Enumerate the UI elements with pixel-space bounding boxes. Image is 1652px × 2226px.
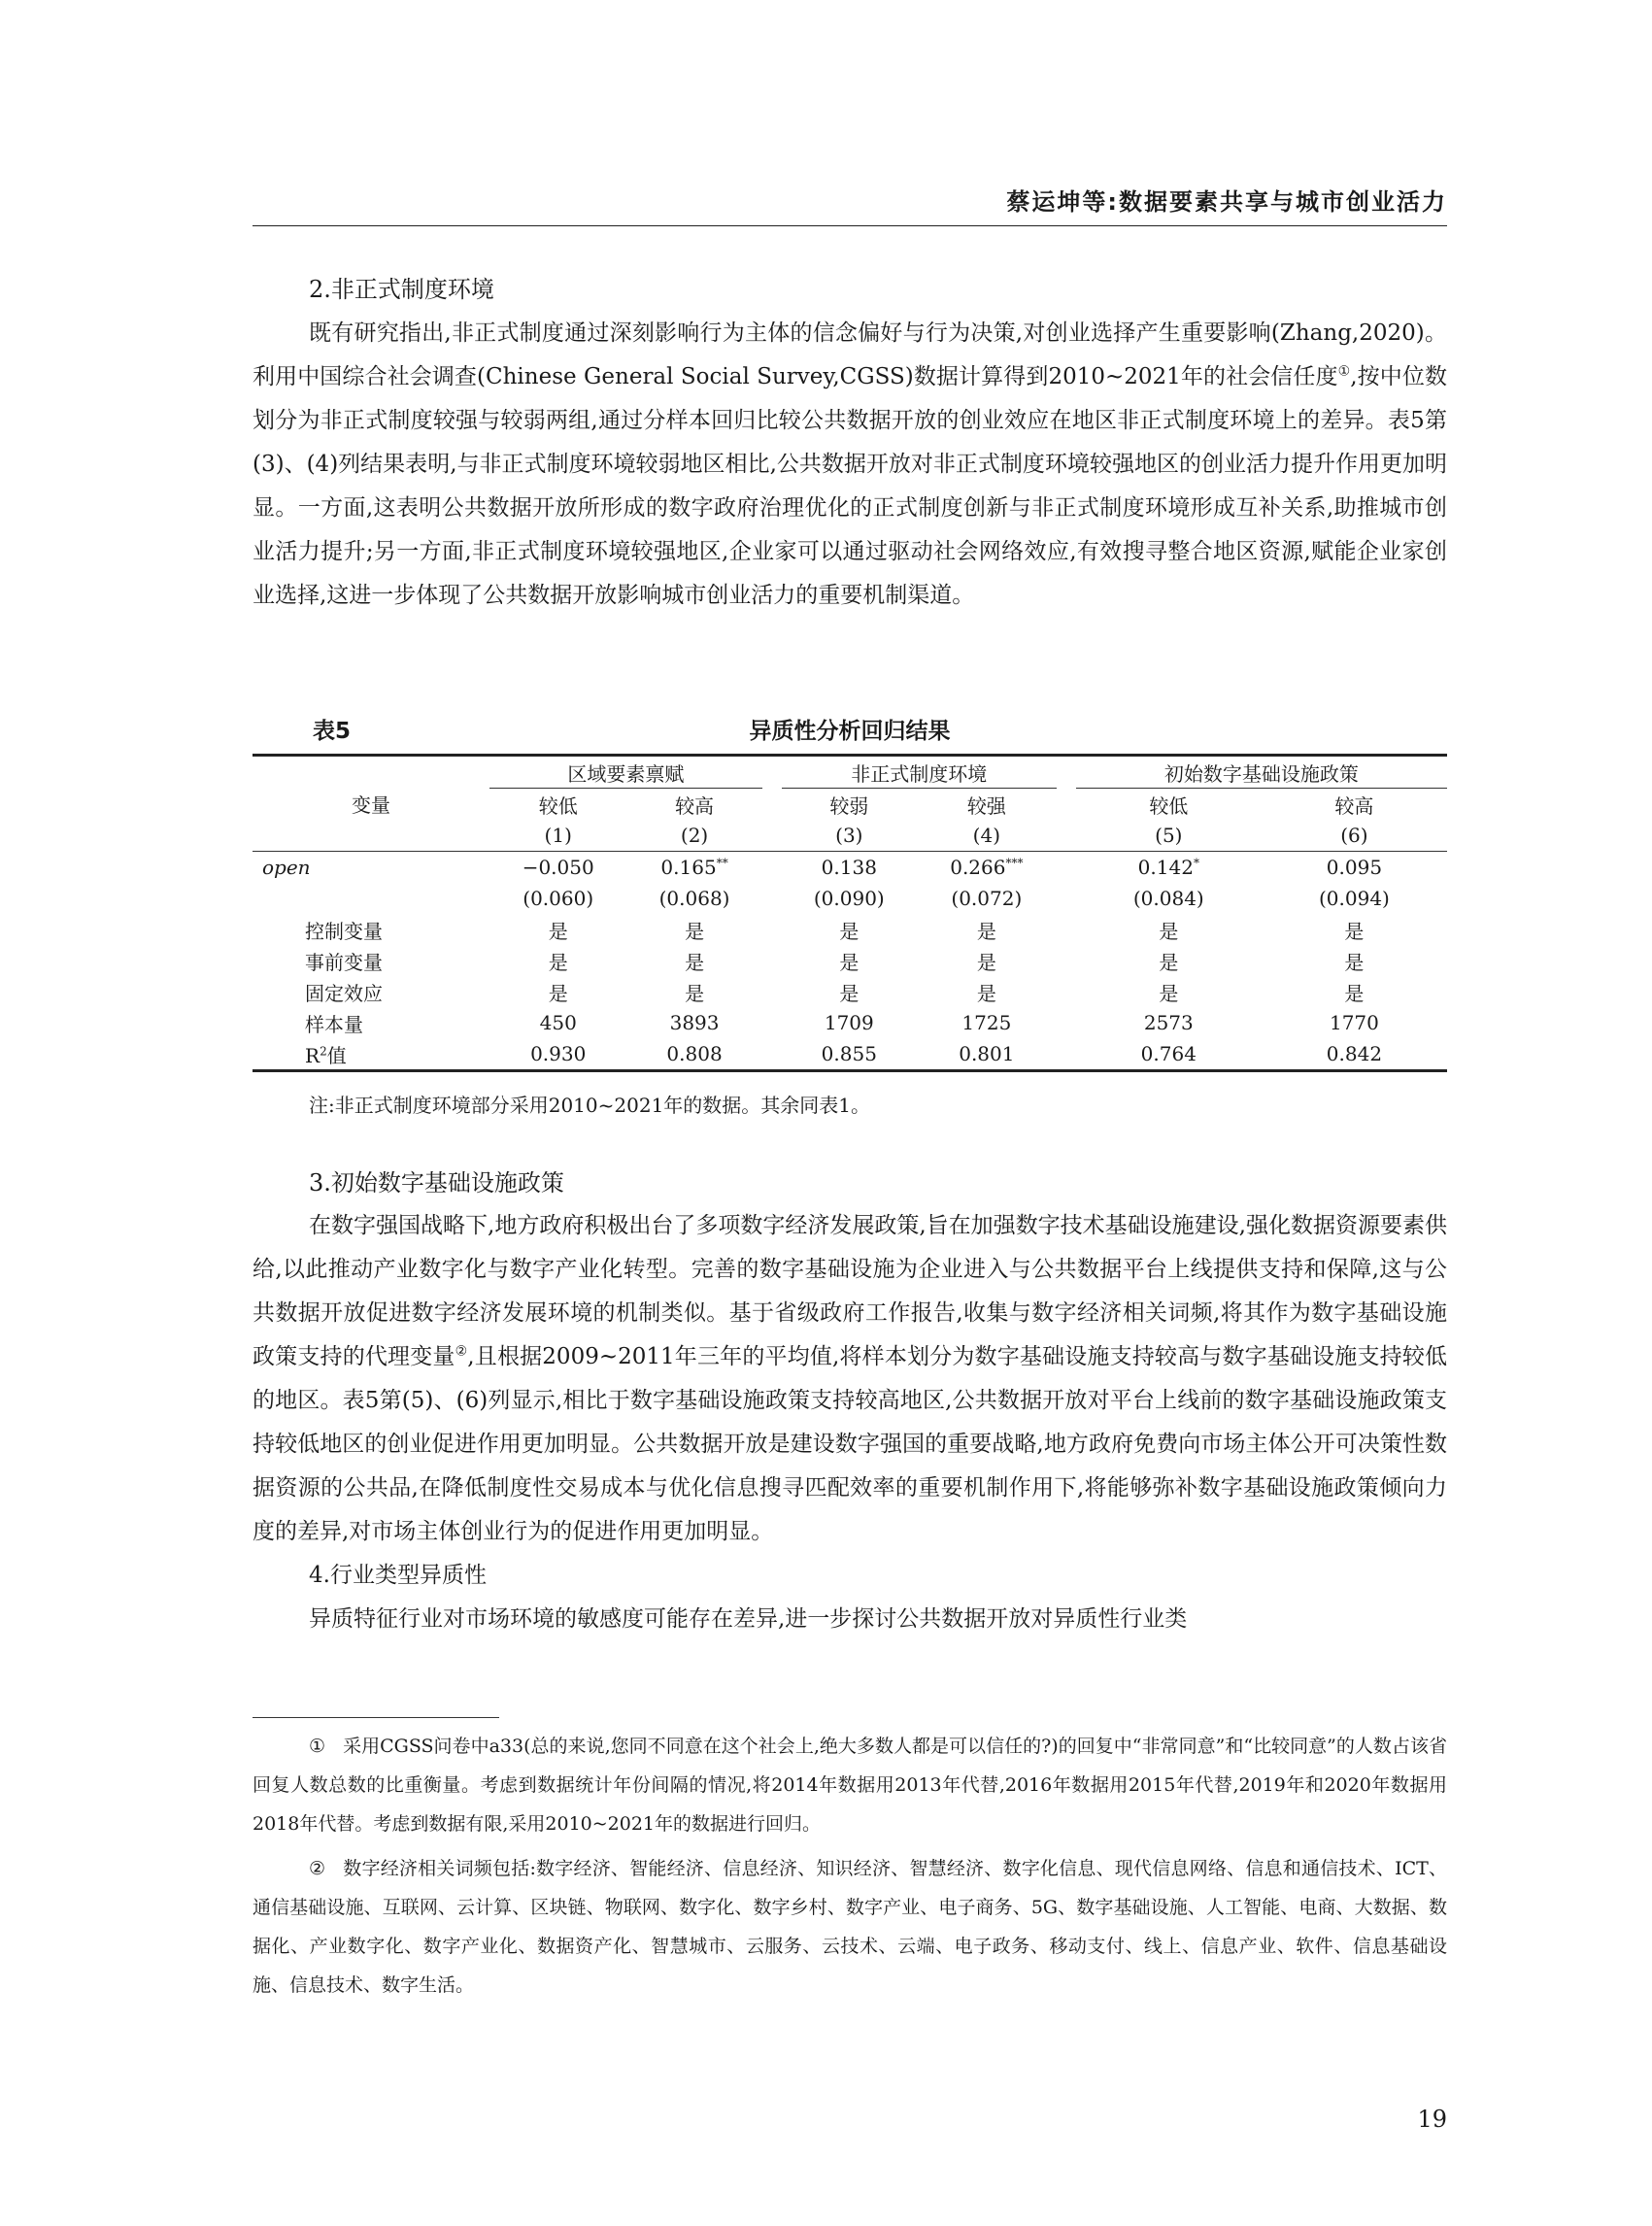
column-number: (3) xyxy=(835,824,863,847)
coef-cell xyxy=(1262,852,1447,884)
table-cell: 是 xyxy=(548,919,568,943)
paragraph-text: 在数字强国战略下,地方政府积极出台了多项数字经济发展政策,旨在加强数字技术基础设施建设,强化数据资源要素供给,以此推动产业数字化与数字产业化转型。完善的数字基础设施为企业进入与公共数据平台上线提供支持和保障,这与公共数据开放促进数字经济发展环境的机制类似。基于省级政府工作报告,收集与数字经济相关词频,将其作为数字基础设施政策支持的代理变量 xyxy=(253,1213,1447,1369)
significance-stars: *** xyxy=(1005,856,1024,870)
std-error: (0.072) xyxy=(951,887,1023,910)
group-header: 非正式制度环境 xyxy=(782,757,1057,789)
coef-cell xyxy=(782,852,917,884)
paragraph-text: ,且根据2009~2011年三年的平均值,将样本划分为数字基础设施支持较高与数字基础设施支持较低的地区。表5第(5)、(6)列显示,相比于数字基础设施政策支持较高地区,公共数据开放对平台上线前的数字基础设施政策支持较低地区的创业促进作用更加明显。公共数据开放是建设数字强国的重要战略,地方政府免费向市场主体公开可决策性数据资源的公共品,在降低制度性交易成本与优化信息搜寻匹配效率的重要机制作用下,将能够弥补数字基础设施政策倾向力度的差异,对市场主体创业行为的促进作用更加明显。 xyxy=(253,1344,1447,1544)
std-error: (0.060) xyxy=(523,887,594,910)
r2-value: 0.855 xyxy=(821,1042,877,1065)
table-cell: 是 xyxy=(685,919,705,943)
section-heading-digital-infrastructure: 3.初始数字基础设施政策 xyxy=(309,1169,564,1197)
paragraph-text: ,按中位数划分为非正式制度较强与较弱两组,通过分样本回归比较公共数据开放的创业效应在地区非正式制度环境上的差异。表5第(3)、(4)列结果表明,与非正式制度环境较弱地区相比,公共数据开放对非正式制度环境较强地区的创业活力提升作用更加明显。一方面,这表明公共数据开放所形成的数字政府治理优化的正式制度创新与非正式制度环境形成互补关系,助推城市创业活力提升;另一方面,非正式制度环境较强地区,企业家可以通过驱动社会网络效应,有效搜寻整合地区资源,赋能企业家创业选择,这进一步体现了公共数据开放影响城市创业活力的重要机制渠道。 xyxy=(253,364,1447,608)
page-number: 19 xyxy=(1417,2106,1447,2133)
coef-value: −0.050 xyxy=(522,856,594,879)
coef-value: 0.142 xyxy=(1137,856,1194,879)
column-number: (6) xyxy=(1340,824,1368,847)
std-error: (0.090) xyxy=(813,887,885,910)
footnote-1 xyxy=(253,1727,1447,1843)
row-label-open: open xyxy=(262,856,311,879)
r2-value: 0.930 xyxy=(530,1042,587,1065)
coef-value: 0.095 xyxy=(1326,856,1383,879)
subgroup-header: 较强 xyxy=(966,793,1006,818)
column-number: (2) xyxy=(680,824,709,847)
r2-value: 0.842 xyxy=(1326,1042,1383,1065)
table-cell: 是 xyxy=(976,919,996,943)
section2-body xyxy=(253,312,1447,618)
footnote-ref-2: ② xyxy=(455,1343,468,1360)
table-cell: 1709 xyxy=(824,1011,874,1034)
table-cell: 是 xyxy=(839,981,860,1005)
running-title: 蔡运坤等:数据要素共享与城市创业活力 xyxy=(1006,188,1447,216)
table-row xyxy=(253,945,1447,976)
table-cell: 是 xyxy=(1344,919,1365,943)
table-caption xyxy=(253,713,1447,742)
header-rule xyxy=(253,225,1447,226)
table-cell: 2573 xyxy=(1143,1011,1194,1034)
std-error: (0.094) xyxy=(1318,887,1390,910)
section-heading-industry: 4.行业类型异质性 xyxy=(309,1563,487,1588)
section-heading-informal-institutions: 2.非正式制度环境 xyxy=(309,276,494,303)
table-cell: 是 xyxy=(1159,981,1179,1005)
table-row xyxy=(253,914,1447,945)
coef-value: 0.165 xyxy=(660,856,717,879)
paragraph-text: 既有研究指出,非正式制度通过深刻影响行为主体的信念偏好与行为决策,对创业选择产生重要影响(Zhang,2020)。利用中国综合社会调查(Chinese General Social Survey,CGSS)数据计算得到2010~2021年的社会信任度 xyxy=(253,320,1447,389)
subgroup-header: 较低 xyxy=(538,793,578,818)
footnote-rule xyxy=(253,1717,499,1718)
coef-value: 0.138 xyxy=(821,856,877,879)
footnotes xyxy=(253,1727,1447,2005)
section3-body xyxy=(253,1204,1447,1641)
table-cell: 1725 xyxy=(961,1011,1012,1034)
coef-cell xyxy=(626,852,761,884)
r2-value: 0.801 xyxy=(959,1042,1015,1065)
table-cell: 是 xyxy=(1159,950,1179,974)
column-number: (1) xyxy=(544,824,572,847)
subgroup-header: 较高 xyxy=(1334,793,1374,818)
row-label: 事前变量 xyxy=(305,950,383,974)
subgroup-header: 较高 xyxy=(675,793,715,818)
r2-value: 0.808 xyxy=(666,1042,723,1065)
table-row xyxy=(253,976,1447,1007)
table-cell: 是 xyxy=(1344,981,1365,1005)
table-cell: 是 xyxy=(548,981,568,1005)
significance-stars: ** xyxy=(716,856,728,870)
table-title: 异质性分析回归结果 xyxy=(749,719,951,744)
row-label: 控制变量 xyxy=(305,919,383,943)
footnote-2 xyxy=(253,1849,1447,2005)
table-number: 表5 xyxy=(313,719,352,744)
table-cell: 是 xyxy=(839,919,860,943)
footnote-mark: ① xyxy=(309,1736,326,1757)
coef-value: 0.266 xyxy=(950,856,1006,879)
section3-paragraph xyxy=(253,1204,1447,1554)
std-error: (0.068) xyxy=(658,887,730,910)
column-number: (4) xyxy=(972,824,1001,847)
row-label: 样本量 xyxy=(305,1012,363,1036)
coef-cell xyxy=(489,852,626,884)
table-cell: 是 xyxy=(1159,919,1179,943)
section2-paragraph xyxy=(253,312,1447,618)
variable-header: 变量 xyxy=(352,793,390,818)
row-label: 固定效应 xyxy=(305,981,383,1005)
coef-cell xyxy=(917,852,1057,884)
footnote-ref-1: ① xyxy=(1337,363,1351,380)
group-header: 区域要素禀赋 xyxy=(489,757,762,789)
table-cell: 是 xyxy=(1344,950,1365,974)
table-cell: 是 xyxy=(839,950,860,974)
table-cell: 是 xyxy=(685,950,705,974)
table-row xyxy=(253,1007,1447,1038)
row-label-r2: $R^2$值 xyxy=(305,1043,347,1067)
significance-stars: * xyxy=(1193,856,1199,870)
r2-value: 0.764 xyxy=(1140,1042,1197,1065)
footnote-text: 采用CGSS问卷中a33(总的来说,您同不同意在这个社会上,绝大多数人都是可以信任的?)的回复中“非常同意”和“比较同意”的人数占该省回复人数总数的比重衡量。考虑到数据统计年份间隔的情况,将2014年数据用2013年代替,2016年数据用2015年代替,2019年和2020年数据用2018年代替。考虑到数据有限,采用2010~2021年的数据进行回归。 xyxy=(253,1736,1447,1835)
footnote-mark: ② xyxy=(309,1858,326,1879)
table-cell: 是 xyxy=(976,981,996,1005)
table-cell: 是 xyxy=(548,950,568,974)
table-cell: 3893 xyxy=(669,1011,720,1034)
subgroup-header: 较低 xyxy=(1149,793,1189,818)
column-number: (5) xyxy=(1155,824,1183,847)
footnote-text: 数字经济相关词频包括:数字经济、智能经济、信息经济、知识经济、智慧经济、数字化信息、现代信息网络、信息和通信技术、ICT、通信基础设施、互联网、云计算、区块链、物联网、数字化、数字乡村、数字产业、电子商务、5G、数字基础设施、人工智能、电商、大数据、数据化、产业数字化、数字产业化、数据资产化、智慧城市、云服务、云技术、云端、电子政务、移动支付、线上、信息产业、软件、信息基础设施、信息技术、数字生活。 xyxy=(253,1858,1447,1996)
std-error: (0.084) xyxy=(1132,887,1204,910)
table-note: 注:非正式制度环境部分采用2010~2021年的数据。其余同表1。 xyxy=(309,1094,871,1117)
coef-cell xyxy=(1076,852,1262,884)
table-cell: 是 xyxy=(976,950,996,974)
subgroup-header: 较弱 xyxy=(829,793,869,818)
table-cell: 是 xyxy=(685,981,705,1005)
table-cell: 450 xyxy=(539,1011,577,1034)
group-header: 初始数字基础设施政策 xyxy=(1076,757,1447,789)
section4-paragraph: 异质特征行业对市场环境的敏感度可能存在差异,进一步探讨公共数据开放对异质性行业类 xyxy=(309,1606,1188,1632)
table-cell: 1770 xyxy=(1329,1011,1379,1034)
regression-table xyxy=(253,754,1447,1072)
